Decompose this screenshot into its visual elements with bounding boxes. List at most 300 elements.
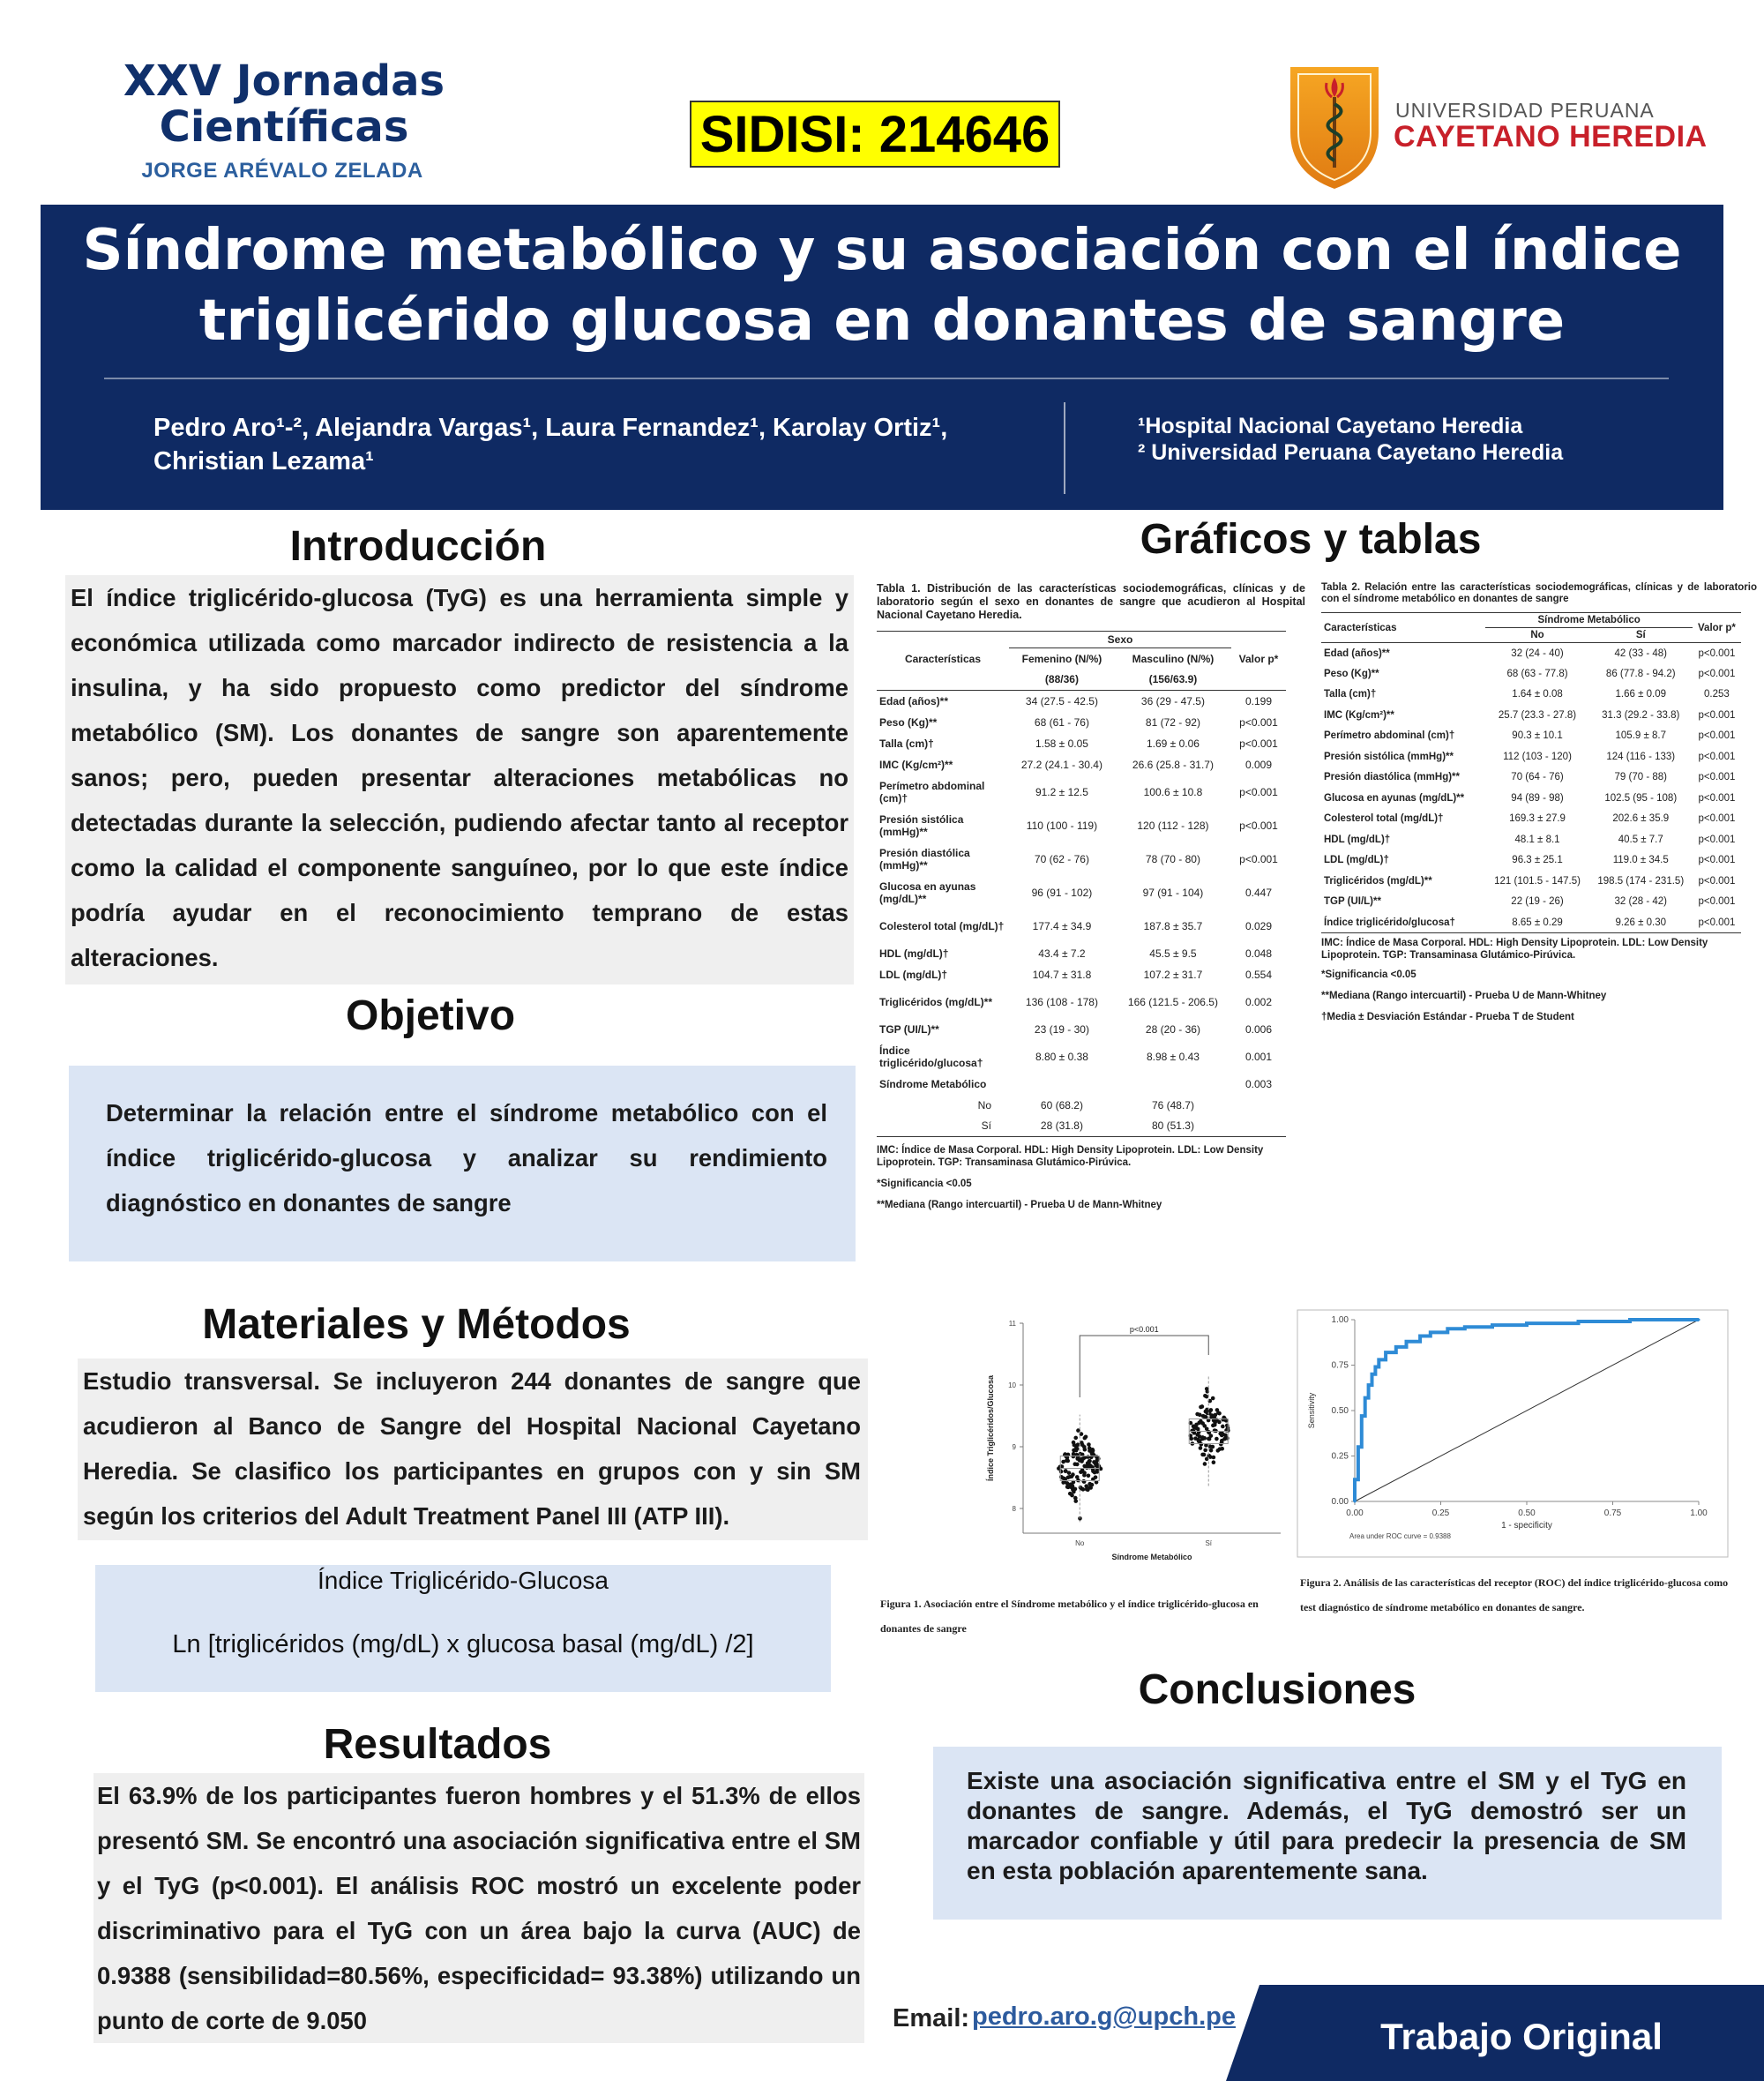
author-line1: Pedro Aro¹-², Alejandra Vargas¹, Laura Fernandez¹, Karolay Ortiz¹, xyxy=(153,414,948,442)
graphics-heading: Gráficos y tablas xyxy=(1140,516,1482,563)
y-axis-title: Sensitivity xyxy=(1307,1392,1316,1429)
table1-row xyxy=(877,964,1286,985)
table1-cell-male: 120 (112 - 128) xyxy=(1137,819,1209,832)
x-axis-title: Síndrome Metabólico xyxy=(1111,1553,1192,1561)
table1-cell-male: 187.8 ± 35.7 xyxy=(1143,919,1203,932)
table1-note-median: **Mediana (Rango intercuartil) - Prueba U de Mann-Whitney xyxy=(877,1200,1162,1210)
roc-point xyxy=(1371,1373,1373,1375)
data-point xyxy=(1215,1418,1219,1422)
table1-note-sig: *Significancia <0.05 xyxy=(877,1179,972,1189)
table2-row xyxy=(1321,705,1741,726)
data-point xyxy=(1221,1425,1225,1429)
roc-point xyxy=(1364,1396,1366,1399)
author-list xyxy=(153,411,1053,478)
formula-box xyxy=(95,1565,831,1692)
y-tick-label: 0.50 xyxy=(1331,1406,1349,1416)
table1-cell-female: 110 (100 - 119) xyxy=(1026,819,1098,832)
x-tick-label: 0.75 xyxy=(1603,1508,1622,1518)
table1-cell-p: p<0.001 xyxy=(1239,852,1278,865)
results-heading: Resultados xyxy=(323,1721,552,1768)
banner-divider xyxy=(104,378,1669,379)
table1-cell-male: 100.6 ± 10.8 xyxy=(1143,785,1203,798)
table1-cell-p: 0.001 xyxy=(1245,1050,1273,1063)
y-tick-label: 0.25 xyxy=(1331,1451,1349,1462)
data-point xyxy=(1203,1462,1207,1466)
roc-point xyxy=(1405,1340,1408,1343)
table2-col-characteristics: Características xyxy=(1324,622,1397,633)
table1-row xyxy=(877,775,1286,809)
data-point xyxy=(1085,1465,1089,1470)
data-point xyxy=(1083,1448,1088,1452)
table1-cell-male: 28 (20 - 36) xyxy=(1145,1022,1200,1036)
table2-cell-label: Edad (años)** xyxy=(1324,648,1390,659)
significance-bracket xyxy=(1080,1336,1208,1397)
roc-point xyxy=(1491,1324,1494,1327)
table2-note-mean: †Media ± Desviación Estándar - Prueba T de Student xyxy=(1321,1012,1574,1022)
data-point xyxy=(1072,1441,1076,1445)
y-tick-label: 1.00 xyxy=(1331,1315,1349,1325)
results-text: El 63.9% de los participantes fueron hombres y el 51.3% de ellos presentó SM. Se encontró una asociación significativa entre el SM y el TyG (p<0.001). El análisis ROC mostró un excelente poder discriminativo para el TyG con un área bajo la curva (AUC) de 0.9388 (sensibilidad=80.56%, especificidad= 93.38%) utilizando un punto de corte de 9.050 xyxy=(97,1782,861,2034)
table1-cell-label: Triglicéridos (mg/dL)** xyxy=(879,995,993,1008)
data-point xyxy=(1088,1463,1093,1468)
table1-cell-label: Presión sistólica (mmHg)** xyxy=(879,812,964,838)
roc-point xyxy=(1526,1322,1529,1325)
table1-row xyxy=(877,712,1286,733)
table2-cell-label: Presión sistólica (mmHg)** xyxy=(1324,751,1454,762)
table2-cell-p: p<0.001 xyxy=(1698,917,1736,928)
table2-row xyxy=(1321,912,1741,933)
y-tick-label: 8 xyxy=(1012,1505,1016,1513)
table2-cell-si: 9.26 ± 0.30 xyxy=(1615,917,1666,928)
table1-cell-p: 0.006 xyxy=(1245,1022,1273,1036)
affiliations xyxy=(1138,413,1702,466)
table1-cell-female: 43.4 ± 7.2 xyxy=(1038,947,1086,960)
data-point xyxy=(1199,1405,1203,1410)
conclusions-box xyxy=(933,1747,1722,1920)
table2-cell-label: Triglicéridos (mg/dL)** xyxy=(1324,875,1432,887)
data-point xyxy=(1075,1475,1080,1479)
table2-cell-si: 40.5 ± 7.7 xyxy=(1618,834,1663,845)
poster-title xyxy=(71,215,1693,356)
x-axis-title: 1 - specificity xyxy=(1501,1521,1552,1531)
intro-text: El índice triglicérido-glucosa (TyG) es una herramienta simple y económica utilizada como marcador indirecto de resistencia a la insulina, y ha sido propuesto como predictor del síndrome metabólico (SM). Los donantes de sangre son aparentemente sanos; pero, pueden presentar alteraciones metabólicas no detectadas durante la selección, pudiendo afectar tanto al receptor como la calidad el componente sanguíneo, por lo que este índice podría ayudar en el reconocimiento temprano de estas alteraciones. xyxy=(71,584,848,971)
table1-cell-male: 8.98 ± 0.43 xyxy=(1146,1050,1200,1063)
table1-cell-male xyxy=(1115,1074,1231,1095)
table2-row xyxy=(1321,850,1741,872)
roc-point xyxy=(1374,1366,1377,1368)
table1-cell-p: p<0.001 xyxy=(1239,785,1278,798)
table1-cell-label: HDL (mg/dL)† xyxy=(879,947,949,960)
table1-cell-label: LDL (mg/dL)† xyxy=(879,968,948,981)
data-point xyxy=(1209,1448,1214,1453)
table1-col-male: Masculino (N/%) xyxy=(1132,652,1215,665)
methods-heading: Materiales y Métodos xyxy=(202,1301,631,1348)
table2-note-abbr: IMC: Índice de Masa Corporal. HDL: High Density Lipoprotein. LDL: Low Density Lipoprotein. TGP: Transaminasa Glutámico-Pirúvica. xyxy=(1321,938,1708,961)
table2-cell-si: 198.5 (174 - 231.5) xyxy=(1597,875,1685,887)
work-type-label: Trabajo Original xyxy=(1380,2016,1663,2057)
roc-point xyxy=(1629,1319,1632,1321)
table1-cell-female: 1.58 ± 0.05 xyxy=(1035,737,1088,750)
table2-row xyxy=(1321,726,1741,747)
data-point xyxy=(1223,1418,1228,1422)
table1-cell-label: Edad (años)** xyxy=(879,694,949,707)
data-point xyxy=(1207,1454,1211,1458)
table2-cell-label: Peso (Kg)** xyxy=(1324,668,1379,679)
table1-cell-p: 0.554 xyxy=(1245,968,1273,981)
university-name-line1: UNIVERSIDAD PERUANA xyxy=(1395,99,1655,122)
table2-cell-si: 1.66 ± 0.09 xyxy=(1615,689,1666,700)
table2-cell-label: TGP (UI/L)** xyxy=(1324,896,1381,908)
table2-cell-no: 8.65 ± 0.29 xyxy=(1512,917,1563,928)
roc-point xyxy=(1429,1331,1431,1334)
table2-row xyxy=(1321,643,1741,664)
y-axis-title: Índice Triglicéridos/Glucosa xyxy=(986,1374,995,1482)
university-shield-icon xyxy=(1286,62,1383,191)
table2-cell-p: p<0.001 xyxy=(1698,896,1736,908)
table1-note-abbr: IMC: Índice de Masa Corporal. HDL: High Density Lipoprotein. LDL: Low Density Lipoprotein. TGP: Transaminasa Glutámico-Pirúvica. xyxy=(877,1145,1264,1168)
table1-col-male-n: (156/63.9) xyxy=(1148,673,1198,686)
table1-cell-female: 70 (62 - 76) xyxy=(1034,852,1089,865)
table1-col-p: Valor p* xyxy=(1238,652,1279,665)
table1-sm-female: 28 (31.8) xyxy=(1040,1119,1083,1133)
table1-cell-female: 96 (91 - 102) xyxy=(1031,886,1093,899)
table2-cell-p: p<0.001 xyxy=(1698,648,1736,659)
intro-box xyxy=(65,575,854,984)
data-point xyxy=(1059,1470,1064,1474)
data-point xyxy=(1088,1446,1092,1450)
table1-cell-male: 45.5 ± 9.5 xyxy=(1149,947,1197,960)
data-point xyxy=(1211,1445,1215,1449)
figure2-roc xyxy=(1297,1309,1729,1558)
table2-col-no: No xyxy=(1530,630,1544,640)
table1-sm-label: Sí xyxy=(981,1119,991,1133)
conclusions-heading: Conclusiones xyxy=(1138,1666,1416,1713)
intro-heading: Introducción xyxy=(289,523,547,570)
table2-cell-label: LDL (mg/dL)† xyxy=(1324,855,1389,866)
event-title xyxy=(99,58,469,150)
x-tick-label: 0.00 xyxy=(1346,1508,1364,1518)
data-point xyxy=(1073,1496,1078,1501)
table1-cell-p: 0.002 xyxy=(1245,995,1273,1008)
data-point xyxy=(1073,1462,1077,1466)
x-tick-label: Sí xyxy=(1205,1539,1213,1547)
data-point xyxy=(1092,1460,1096,1464)
table2-cell-si: 102.5 (95 - 108) xyxy=(1604,792,1678,804)
table2-cell-si: 119.0 ± 34.5 xyxy=(1612,855,1669,866)
data-point xyxy=(1215,1448,1220,1453)
table2-cell-label: IMC (Kg/cm²)** xyxy=(1324,709,1394,721)
data-point xyxy=(1212,1460,1216,1464)
table1-cell-male: 166 (121.5 - 206.5) xyxy=(1127,995,1218,1008)
data-point xyxy=(1070,1474,1074,1478)
table1-sm-male: 80 (51.3) xyxy=(1151,1119,1194,1133)
table2-row xyxy=(1321,767,1741,789)
table1-cell-label: IMC (Kg/cm²)** xyxy=(879,758,953,771)
poster-title-line2: triglicérido glucosa en donantes de sangre xyxy=(198,288,1566,354)
data-point xyxy=(1198,1413,1202,1418)
data-point xyxy=(1217,1411,1222,1416)
data-point xyxy=(1079,1486,1083,1490)
table1-cell-p: 0.048 xyxy=(1245,947,1273,960)
data-point xyxy=(1203,1448,1207,1453)
x-tick-label: No xyxy=(1075,1539,1085,1547)
table1-cell-label: Perímetro abdominal (cm)† xyxy=(879,779,985,805)
table2-cell-label: HDL (mg/dL)† xyxy=(1324,834,1391,845)
table2-cell-p: p<0.001 xyxy=(1698,875,1736,887)
table1-row xyxy=(877,1040,1286,1074)
data-point xyxy=(1093,1471,1097,1475)
roc-point xyxy=(1698,1319,1700,1321)
table2-cell-p: p<0.001 xyxy=(1698,813,1736,825)
x-tick-label: 0.50 xyxy=(1518,1508,1536,1518)
affiliation-2: ² Universidad Peruana Cayetano Heredia xyxy=(1138,440,1564,465)
table2-row xyxy=(1321,663,1741,685)
table1-row xyxy=(877,985,1286,1019)
data-point xyxy=(1194,1423,1199,1427)
table2-cell-p: p<0.001 xyxy=(1698,792,1736,804)
table1-row xyxy=(877,1019,1286,1040)
table2-row xyxy=(1321,871,1741,892)
table1-cell-label: Índice triglicérido/glucosa† xyxy=(879,1044,983,1069)
table1-col-female-n: (88/36) xyxy=(1044,673,1079,686)
table2-cell-label: Presión diastólica (mmHg)** xyxy=(1324,772,1461,783)
table2-row xyxy=(1321,809,1741,830)
table1-cell-male: 26.6 (25.8 - 31.7) xyxy=(1132,758,1214,771)
event-title-line2: Científicas xyxy=(159,102,409,152)
roc-point xyxy=(1385,1351,1387,1354)
data-point xyxy=(1202,1453,1207,1457)
data-point xyxy=(1212,1456,1216,1460)
conclusions-text: Existe una asociación significativa entre el SM y el TyG en donantes de sangre. Además, el TyG demostró ser un marcador confiable y útil para predecir la presencia de SM en esta población aparentemente sana. xyxy=(967,1767,1686,1884)
table1-cell-female: 68 (61 - 76) xyxy=(1034,715,1089,729)
table2-cell-no: 90.3 ± 10.1 xyxy=(1512,730,1563,742)
event-title-line1: XXV Jornadas xyxy=(123,56,445,106)
table2-cell-si: 31.3 (29.2 - 33.8) xyxy=(1602,709,1680,721)
y-tick-label: 0.00 xyxy=(1331,1497,1349,1507)
figure1-dotplot xyxy=(981,1313,1298,1570)
email-label: Email: xyxy=(893,2004,970,2032)
table1-cell-female: 91.2 ± 12.5 xyxy=(1035,785,1088,798)
table2-cell-no: 68 (63 - 77.8) xyxy=(1506,668,1568,679)
table1-cell-male: 78 (70 - 80) xyxy=(1145,852,1200,865)
roc-point xyxy=(1354,1501,1357,1503)
table2-cell-label: Talla (cm)† xyxy=(1324,689,1377,700)
roc-point xyxy=(1419,1335,1422,1337)
table2-cell-si: 86 (77.8 - 94.2) xyxy=(1605,668,1676,679)
x-tick-label: 0.25 xyxy=(1431,1508,1450,1518)
table1-cell-p: 0.447 xyxy=(1245,886,1273,899)
table2-cell-p: p<0.001 xyxy=(1698,834,1736,845)
table2-cell-p: p<0.001 xyxy=(1698,855,1736,866)
data-point xyxy=(1070,1493,1074,1498)
data-point xyxy=(1074,1448,1079,1453)
methods-box xyxy=(78,1359,868,1540)
university-name-line2: CAYETANO HEREDIA xyxy=(1394,120,1708,153)
table2-row xyxy=(1321,788,1741,809)
data-point xyxy=(1198,1434,1202,1439)
table1-cell-male: 81 (72 - 92) xyxy=(1145,715,1200,729)
table2-cell-no: 94 (89 - 98) xyxy=(1511,792,1564,804)
methods-text: Estudio transversal. Se incluyeron 244 donantes de sangre que acudieron al Banco de Sangre del Hospital Nacional Cayetano Heredia. Se clasifico los participantes en grupos con y sin SM según los criterios del Adult Treatment Panel III (ATP III). xyxy=(83,1367,861,1530)
data-point xyxy=(1086,1487,1090,1492)
figure1-caption: Figura 1. Asociación entre el Síndrome metabólico y el índice triglicérido-glucosa en donantes de sangre xyxy=(880,1598,1259,1635)
table1-group-header: Sexo xyxy=(1009,632,1231,648)
data-point xyxy=(1205,1395,1209,1399)
data-point xyxy=(1207,1437,1212,1441)
author-line2: Christian Lezama¹ xyxy=(153,447,374,475)
table2 xyxy=(1321,612,1741,933)
email-link[interactable]: pedro.aro.g@upch.pe xyxy=(972,2002,1236,2031)
table1-row xyxy=(877,733,1286,754)
data-point xyxy=(1062,1477,1066,1481)
data-point xyxy=(1219,1442,1223,1447)
roc-point xyxy=(1378,1359,1380,1361)
data-point xyxy=(1080,1457,1084,1462)
data-point xyxy=(1213,1428,1217,1433)
auc-label: Area under ROC curve = 0.9388 xyxy=(1349,1532,1451,1540)
data-point xyxy=(1066,1475,1071,1479)
table2-caption: Tabla 2. Relación entre las características sociodemográficas, clínicas y de laboratorio con el síndrome metabólico en donantes de sangre xyxy=(1321,582,1757,604)
table2-cell-p: p<0.001 xyxy=(1698,751,1736,762)
table1-cell-male: 107.2 ± 31.7 xyxy=(1143,968,1203,981)
affiliation-1: ¹Hospital Nacional Cayetano Heredia xyxy=(1138,414,1523,438)
table1-caption: Tabla 1. Distribución de las características sociodemográficas, clínicas y de laboratorio según el sexo en donantes de sangre que acudieron al Hospital Nacional Cayetano Heredia. xyxy=(877,582,1305,621)
table2-cell-no: 70 (64 - 76) xyxy=(1511,772,1564,783)
table1-cell-p: 0.199 xyxy=(1245,694,1273,707)
table2-cell-p: p<0.001 xyxy=(1698,709,1736,721)
table1-col-female: Femenino (N/%) xyxy=(1021,652,1102,665)
table1-row xyxy=(877,691,1286,712)
data-point xyxy=(1082,1479,1087,1484)
table2-cell-p: p<0.001 xyxy=(1698,772,1736,783)
table1-cell-label: Presión diastólica (mmHg)** xyxy=(879,846,970,872)
table2-cell-no: 48.1 ± 8.1 xyxy=(1514,834,1560,845)
table1-cell-female: 34 (27.5 - 42.5) xyxy=(1025,694,1098,707)
table1-cell-p: p<0.001 xyxy=(1239,737,1278,750)
table2-cell-p: p<0.001 xyxy=(1698,730,1736,742)
table1-cell-female: 104.7 ± 31.8 xyxy=(1032,968,1092,981)
results-box xyxy=(93,1773,864,2043)
table2-cell-no: 1.64 ± 0.08 xyxy=(1512,689,1563,700)
table2-col-si: Sí xyxy=(1635,630,1646,640)
event-subtitle: JORGE ARÉVALO ZELADA xyxy=(141,159,423,183)
table2-row xyxy=(1321,892,1741,913)
data-point xyxy=(1087,1442,1091,1447)
table2-cell-p: p<0.001 xyxy=(1698,668,1736,679)
table2-row xyxy=(1321,685,1741,706)
data-point xyxy=(1094,1475,1098,1479)
table1-cell-label: Peso (Kg)** xyxy=(879,715,938,729)
table2-cell-p: 0.253 xyxy=(1704,689,1730,700)
data-point xyxy=(1064,1469,1068,1473)
x-tick-label: 1.00 xyxy=(1690,1508,1708,1518)
roc-point xyxy=(1357,1467,1359,1470)
table1-sm-row xyxy=(877,1116,1286,1137)
table1-cell-female: 136 (108 - 178) xyxy=(1025,995,1098,1008)
table1-cell-female: 23 (19 - 30) xyxy=(1034,1022,1089,1036)
sidisi-badge: SIDISI: 214646 xyxy=(690,101,1060,168)
table2-cell-si: 42 (33 - 48) xyxy=(1614,648,1667,659)
table2-row xyxy=(1321,746,1741,767)
data-point xyxy=(1073,1436,1078,1441)
data-point xyxy=(1196,1427,1200,1432)
table2-cell-label: Índice triglicérido/glucosa† xyxy=(1324,917,1455,928)
data-point xyxy=(1067,1471,1072,1475)
table1-cell-female: 177.4 ± 34.9 xyxy=(1032,919,1092,932)
table1-cell-male: 1.69 ± 0.06 xyxy=(1146,737,1200,750)
data-point xyxy=(1193,1436,1198,1441)
roc-point xyxy=(1577,1321,1580,1323)
table1-col-characteristics: Características xyxy=(904,652,982,665)
objective-box xyxy=(69,1066,856,1261)
data-point xyxy=(1189,1437,1193,1441)
table1-row xyxy=(877,943,1286,964)
data-point xyxy=(1087,1473,1091,1478)
roc-point xyxy=(1357,1446,1359,1448)
table2-cell-no: 121 (101.5 - 147.5) xyxy=(1494,875,1581,887)
data-point xyxy=(1215,1408,1220,1412)
table2-note-median: **Mediana (Rango intercuartil) - Prueba U de Mann-Whitney xyxy=(1321,991,1607,1001)
roc-point xyxy=(1394,1345,1397,1348)
data-point xyxy=(1213,1413,1217,1418)
table1-cell-label: TGP (UI/L)** xyxy=(879,1022,939,1036)
table1-cell-female: 8.80 ± 0.38 xyxy=(1035,1050,1088,1063)
formula-title: Índice Triglicérido-Glucosa xyxy=(318,1567,609,1594)
table1-cell-label: Colesterol total (mg/dL)† xyxy=(879,919,1005,932)
roc-point xyxy=(1463,1326,1466,1329)
data-point xyxy=(1213,1423,1217,1427)
table1 xyxy=(877,631,1286,1137)
table1-cell-label: Síndrome Metabólico xyxy=(879,1077,987,1090)
objective-text: Determinar la relación entre el síndrome metabólico con el índice triglicérido-glucosa y analizar su rendimiento diagnóstico en donantes de sangre xyxy=(106,1099,827,1216)
table1-cell-male: 97 (91 - 104) xyxy=(1142,886,1204,899)
table1-cell-p: 0.029 xyxy=(1245,919,1273,932)
data-point xyxy=(1061,1460,1065,1464)
table1-row xyxy=(877,809,1286,842)
table1-cell-p: 0.003 xyxy=(1245,1077,1273,1090)
table2-cell-label: Colesterol total (mg/dL)† xyxy=(1324,813,1444,825)
data-point xyxy=(1088,1459,1092,1463)
y-tick-label: 0.75 xyxy=(1331,1360,1349,1371)
table1-sm-label: No xyxy=(977,1098,991,1112)
table1-cell-p: p<0.001 xyxy=(1239,715,1278,729)
y-tick-label: 9 xyxy=(1012,1443,1016,1451)
table2-cell-si: 79 (70 - 88) xyxy=(1614,772,1667,783)
table2-cell-si: 32 (28 - 42) xyxy=(1614,896,1667,908)
figure2-caption: Figura 2. Análisis de las características del receptor (ROC) del índice triglicérido-glucosa como test diagnóstico de síndrome metabólico en donantes de sangre. xyxy=(1300,1576,1729,1613)
roc-point xyxy=(1354,1478,1357,1481)
data-point xyxy=(1083,1436,1088,1441)
table2-cell-si: 202.6 ± 35.9 xyxy=(1612,813,1670,825)
data-point xyxy=(1199,1446,1203,1450)
table2-cell-no: 169.3 ± 27.9 xyxy=(1509,813,1566,825)
table2-cell-no: 96.3 ± 25.1 xyxy=(1512,855,1563,866)
table1-cell-label: Talla (cm)† xyxy=(879,737,934,750)
data-point xyxy=(1215,1437,1219,1441)
objective-heading: Objetivo xyxy=(345,992,516,1039)
data-point xyxy=(1080,1443,1085,1448)
table2-cell-label: Perímetro abdominal (cm)† xyxy=(1324,730,1455,742)
table1-row xyxy=(877,876,1286,910)
table1-row xyxy=(877,754,1286,775)
table2-group-header: Síndrome Metabólico xyxy=(1485,613,1692,628)
table2-cell-label: Glucosa en ayunas (mg/dL)** xyxy=(1324,792,1465,804)
table1-cell-female xyxy=(1009,1074,1115,1095)
y-tick-label: 10 xyxy=(1008,1381,1016,1389)
table1-cell-label: Glucosa en ayunas (mg/dL)** xyxy=(879,880,976,905)
table1-block xyxy=(877,582,1305,1211)
data-point xyxy=(1202,1414,1207,1419)
